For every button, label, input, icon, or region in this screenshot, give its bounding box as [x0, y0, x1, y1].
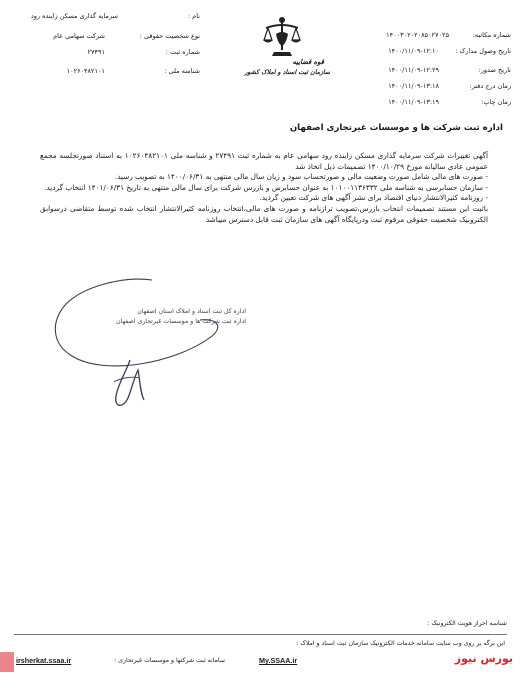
signature-scribble-icon: [44, 272, 244, 422]
national-id-value: ۱۰۲۶۰۴۸۲۱۰۱: [66, 67, 105, 75]
registration-note: باثبت این مستند تصمیمات انتخاب بازرس،تصویب ترازنامه و صورت های مالی،انتخاب روزنامه کثیرالانتشار انتخاب شده توسط متقاضی درسوابق الکترونیک شخصیت حقوقی مرقوم ثبت ودرپایگاه آگهی های سازمان ثبت قابل دسترس میباشد: [40, 203, 488, 224]
letter-number-row: [311, 31, 511, 45]
received-date-label: تاریخ وصول مدارک :: [455, 47, 511, 55]
footer-note: این برگه بر روی وب سایت سامانه خدمات الکترونیک سازمان ثبت اسناد و املاک :: [296, 640, 505, 647]
entry-time-row: [311, 82, 511, 96]
national-id-row: [10, 67, 200, 79]
entity-type-value: شرکت سهامی عام: [53, 32, 105, 40]
scales-emblem-icon: [262, 14, 302, 58]
emblem-title-line1: قوه قضاییه: [292, 58, 324, 66]
issue-date-label: تاریخ صدور:: [478, 66, 511, 74]
footer-site-label: سامانه ثبت شرکتها و موسسات غیرتجاری :: [114, 657, 225, 664]
footer-divider: [14, 634, 507, 635]
e-verification-label: شناسه احراز هویت الکترونیک :: [427, 620, 507, 627]
entity-type-row: [10, 32, 200, 44]
company-name-value: سرمایه گذاری مسکن زاینده رود: [30, 12, 118, 20]
entry-time-label: زمان درج دفتر:: [469, 82, 511, 90]
national-id-label: شناسه ملی :: [164, 67, 200, 75]
received-date-row: [311, 47, 511, 61]
letter-number-value: ۱۴۰۰۳۰۲۰۲۰۸۵۰۲۷۰۲۵: [386, 31, 449, 39]
decision-financial-statements: - صورت های مالی شامل صورت وضعیت مالی و صورتحساب سود و زیان سال مالی منتهی به ۱۴۰۰/۰۶/۳۱ به تصویب رسید.: [114, 172, 488, 182]
registration-label: شماره ثبت :: [165, 48, 200, 56]
print-time-row: [311, 98, 511, 112]
registration-value: ۲۷۴۹۱: [87, 48, 105, 56]
emblem-title-line2: سازمان ثبت اسناد و املاک کشور: [244, 69, 330, 76]
decision-auditor: - سازمان حسابرسی به شناسه ملی ۱۰۱۰۰۱۱۳۶۳۳۲ به عنوان حسابرس و بازرس شرکت برای سال مالی منتهی به تاریخ ۱۴۰۱/۰۶/۳۱ انتخاب گردید.: [44, 182, 488, 192]
news-watermark: بورس نیوز: [454, 652, 513, 665]
office-title: اداره ثبت شرکت ها و موسسات غیرتجاری اصفهان: [289, 123, 503, 133]
company-name-row: [10, 12, 200, 24]
stamp-line1: اداره کل ثبت اسناد و املاک استان اصفهان: [137, 308, 246, 315]
decision-newspaper: - روزنامه کثیرالانتشار دنیای اقتصاد برای نشر آگهی های شرکت تعیین گردید.: [259, 193, 488, 203]
entity-type-label: نوع شخصیت حقوقی :: [139, 32, 200, 40]
print-time-label: زمان چاپ:: [481, 98, 511, 106]
letter-number-label: شماره مکاتبه:: [472, 31, 511, 39]
company-name-label: نام :: [187, 12, 200, 20]
received-date-value: ۱۴۰۰/۱۱/۰۹-۱۲:۱۰: [388, 47, 439, 55]
announcement-intro: آگهی تغییرات شرکت سرمایه گذاری مسکن زاینده رود سهامی عام به شماره ثبت ۲۷۴۹۱ و شناسه ملی ۱۰۲۶۰۴۸۲۱۰۱ به استناد صورتجلسه مجمع عمومی عادی سالیانه مورخ ۱۴۰۰/۱۰/۲۹ تصمیمات ذیل اتخاذ شد: [40, 151, 488, 171]
registration-row: [10, 48, 200, 60]
stamp-line2: اداره ثبت شرکت ها و موسسات غیرتجاری اصفهان: [116, 318, 246, 325]
print-time-value: ۱۴۰۰/۱۱/۰۹-۱۳:۱۹: [388, 98, 439, 106]
my-ssaa-link[interactable]: My.SSAA.ir: [259, 656, 298, 665]
announcement-body: [40, 151, 488, 225]
watermark-logo-icon: [0, 652, 14, 672]
issue-date-row: [311, 66, 511, 80]
entry-time-value: ۱۴۰۰/۱۱/۰۹-۱۳:۱۸: [388, 82, 439, 90]
issue-date-value: ۱۴۰۰/۱۱/۰۹-۱۲:۲۹: [388, 66, 439, 74]
office-stamp: [96, 307, 246, 327]
irsherkat-link[interactable]: irsherkat.ssaa.ir: [16, 656, 72, 665]
